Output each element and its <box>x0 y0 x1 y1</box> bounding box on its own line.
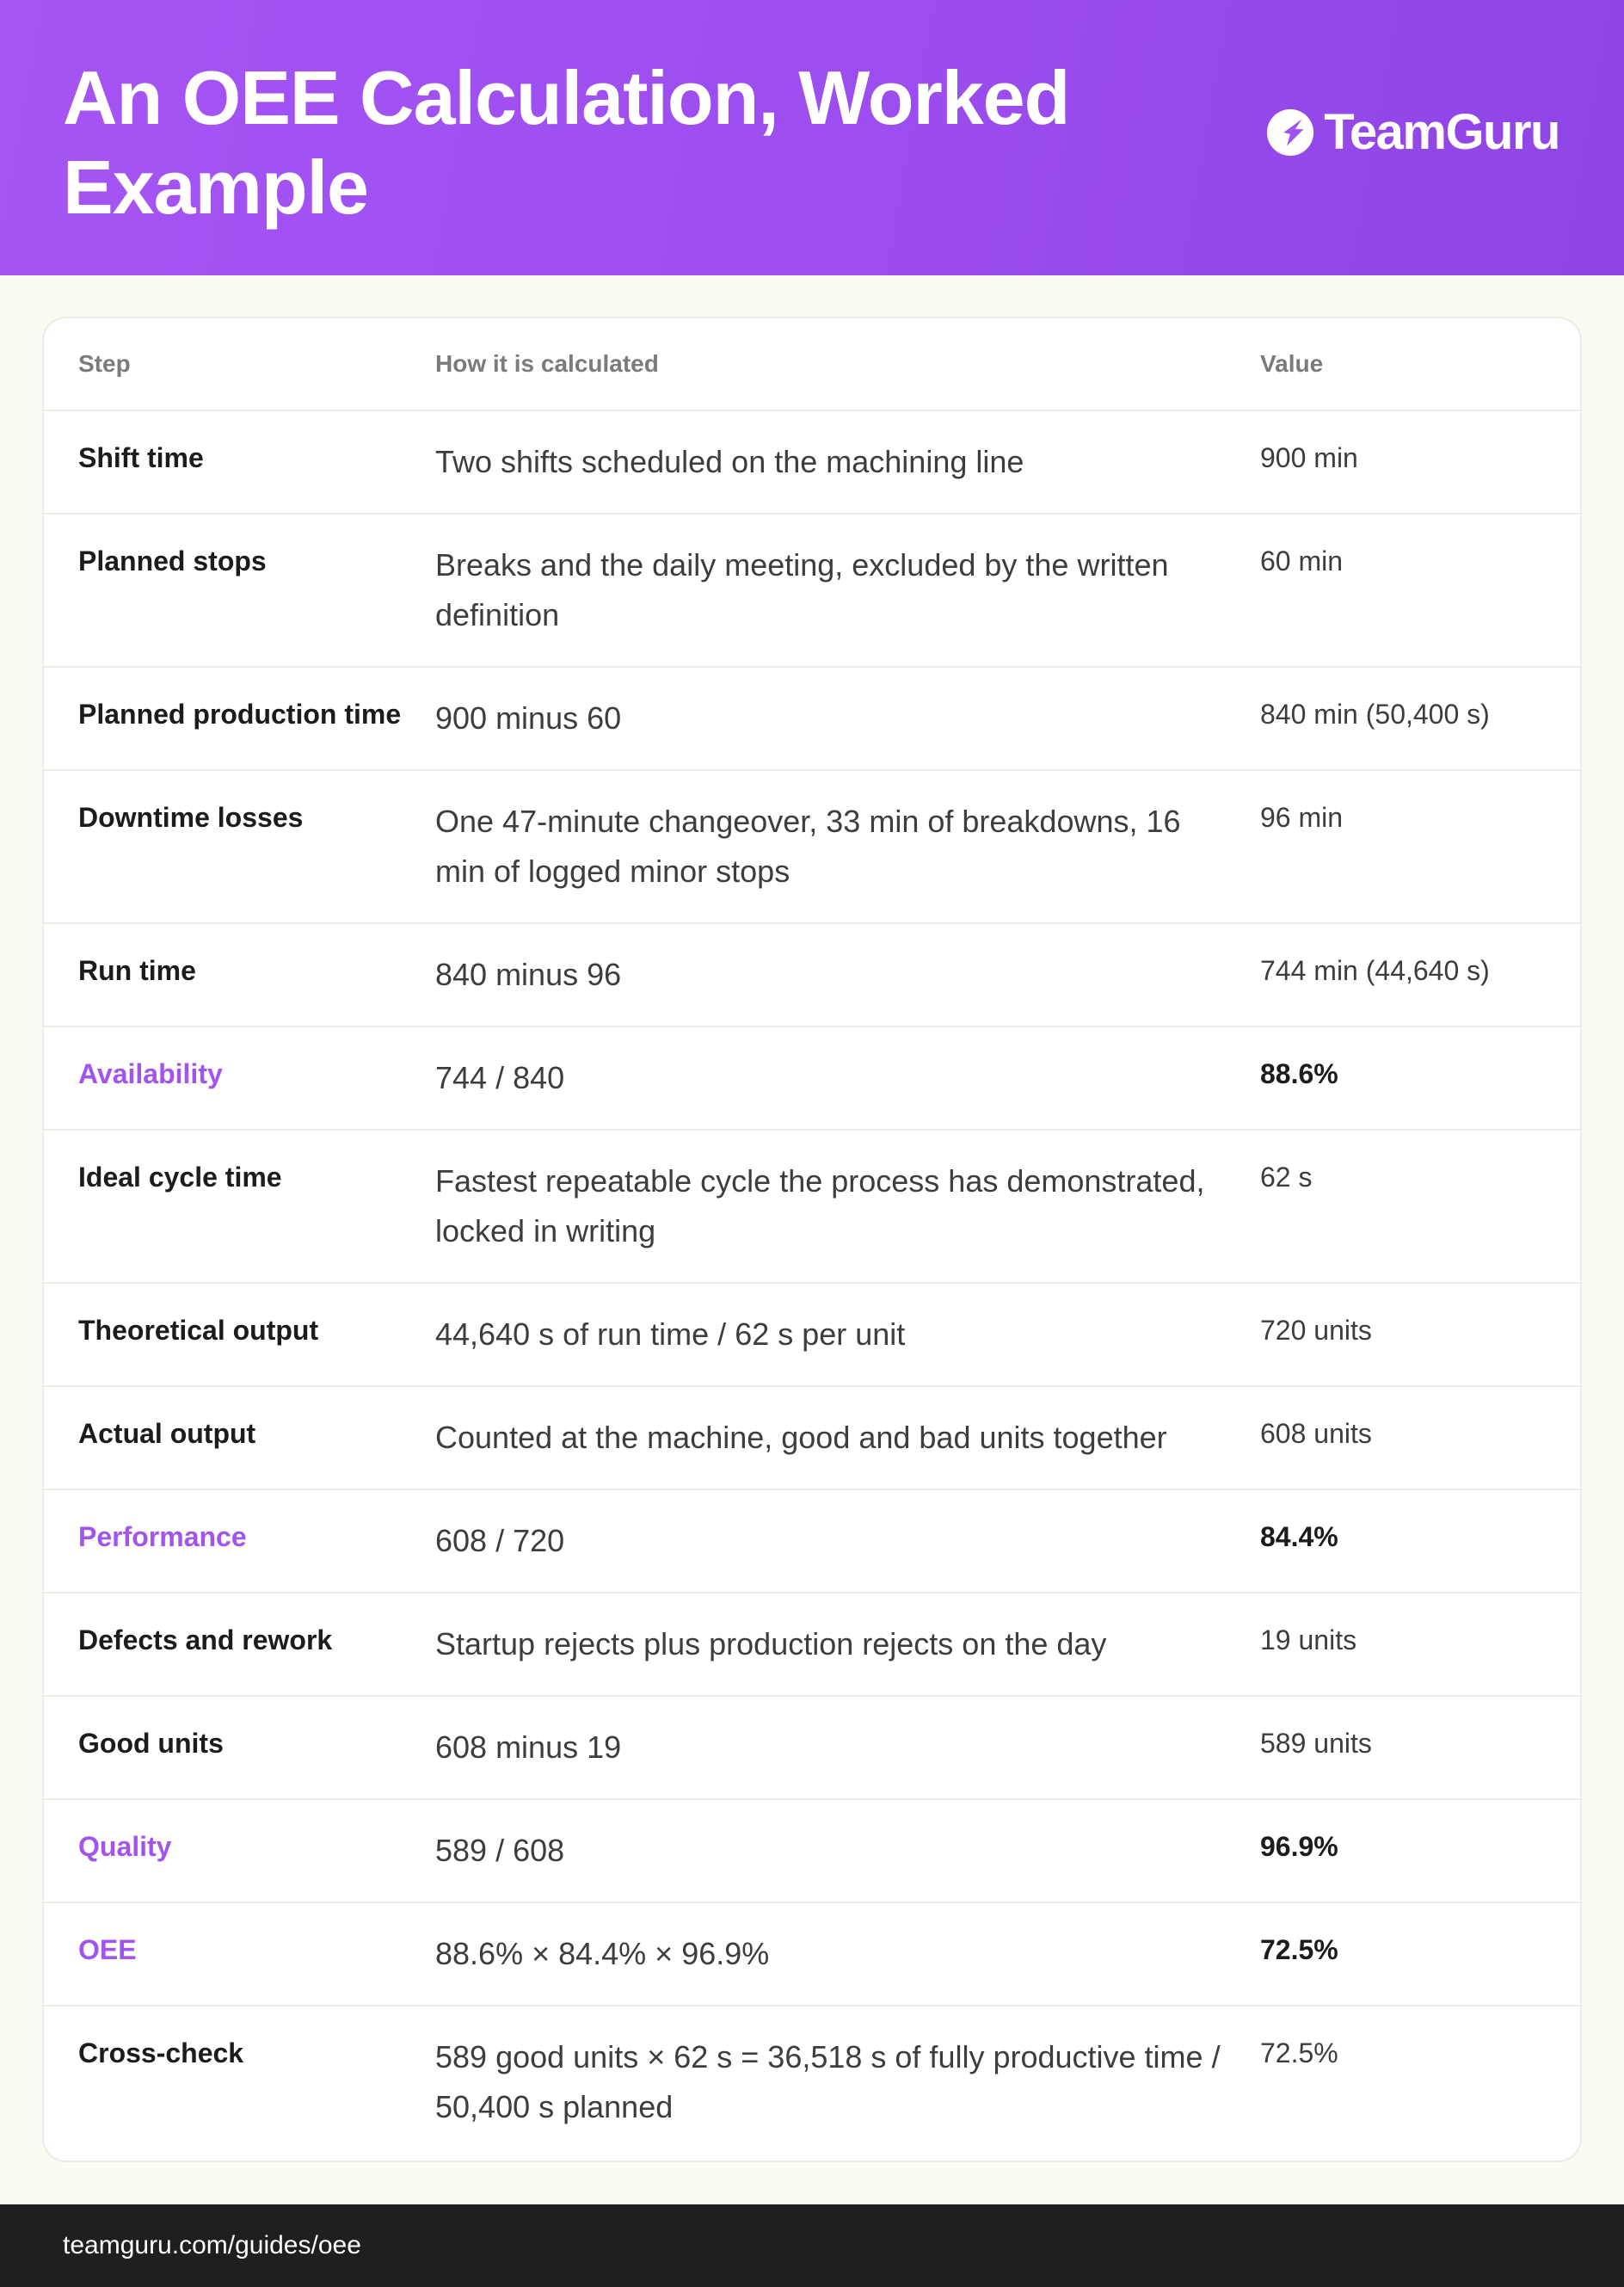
column-header-how: How it is calculated <box>435 318 1260 410</box>
step-cell: OEE <box>44 1902 435 2006</box>
calculation-cell: Counted at the machine, good and bad units together <box>435 1386 1260 1489</box>
table-row <box>44 514 1580 667</box>
value-cell: 84.4% <box>1260 1489 1580 1593</box>
calculation-cell: 900 minus 60 <box>435 667 1260 770</box>
calculation-cell: 589 / 608 <box>435 1799 1260 1902</box>
step-cell: Downtime losses <box>44 770 435 923</box>
value-cell: 60 min <box>1260 514 1580 667</box>
brand-logo <box>1265 104 1559 160</box>
calculation-cell: 744 / 840 <box>435 1026 1260 1130</box>
value-cell: 88.6% <box>1260 1026 1580 1130</box>
footer-url: teamguru.com/guides/oee <box>63 2231 361 2259</box>
step-cell: Availability <box>44 1026 435 1130</box>
value-cell: 744 min (44,640 s) <box>1260 923 1580 1026</box>
table-row <box>44 2006 1580 2158</box>
step-cell: Shift time <box>44 410 435 514</box>
calculation-cell: 608 / 720 <box>435 1489 1260 1593</box>
calculation-table-card <box>42 317 1582 2162</box>
step-cell: Good units <box>44 1696 435 1799</box>
table-row <box>44 1902 1580 2006</box>
header-banner <box>0 0 1624 275</box>
step-cell: Performance <box>44 1489 435 1593</box>
step-cell: Theoretical output <box>44 1283 435 1386</box>
table-header-row <box>44 318 1580 410</box>
step-cell: Ideal cycle time <box>44 1130 435 1283</box>
value-cell: 589 units <box>1260 1696 1580 1799</box>
page-title: An OEE Calculation, Worked Example <box>63 55 1070 230</box>
calculation-cell: Breaks and the daily meeting, excluded by the written definition <box>435 514 1260 667</box>
calculation-cell: Startup rejects plus production rejects on the day <box>435 1593 1260 1696</box>
value-cell: 19 units <box>1260 1593 1580 1696</box>
table-row <box>44 1593 1580 1696</box>
step-cell: Cross-check <box>78 2037 244 2068</box>
step-cell: Actual output <box>44 1386 435 1489</box>
table-row <box>44 1799 1580 1902</box>
table-row <box>44 1026 1580 1130</box>
value-cell: 720 units <box>1260 1283 1580 1386</box>
table-row <box>44 923 1580 1026</box>
calculation-cell: 840 minus 96 <box>435 923 1260 1026</box>
value-cell: 72.5% <box>1260 2037 1338 2068</box>
calculation-cell: 44,640 s of run time / 62 s per unit <box>435 1283 1260 1386</box>
value-cell: 72.5% <box>1260 1902 1580 2006</box>
column-header-step: Step <box>44 318 435 410</box>
table-row <box>44 1696 1580 1799</box>
table-row <box>44 770 1580 923</box>
calculation-table <box>44 318 1580 2158</box>
table-row <box>44 1386 1580 1489</box>
value-cell: 608 units <box>1260 1386 1580 1489</box>
table-row <box>44 1489 1580 1593</box>
value-cell: 96.9% <box>1260 1799 1580 1902</box>
value-cell: 62 s <box>1260 1130 1580 1283</box>
calculation-cell: Two shifts scheduled on the machining line <box>435 410 1260 514</box>
calculation-cell: Fastest repeatable cycle the process has demonstrated, locked in writing <box>435 1130 1260 1283</box>
calculation-cell: 608 minus 19 <box>435 1696 1260 1799</box>
compass-arrow-icon <box>1265 108 1315 157</box>
footer-bar <box>0 2204 1624 2287</box>
brand-name: TeamGuru <box>1324 104 1559 160</box>
step-cell: Planned stops <box>44 514 435 667</box>
step-cell: Planned production time <box>44 667 435 770</box>
step-cell: Quality <box>44 1799 435 1902</box>
calculation-cell: 589 good units × 62 s = 36,518 s of fully productive time / 50,400 s planned <box>435 2039 1221 2124</box>
value-cell: 96 min <box>1260 770 1580 923</box>
column-header-value: Value <box>1260 318 1580 410</box>
table-row <box>44 667 1580 770</box>
step-cell: Defects and rework <box>44 1593 435 1696</box>
table-row <box>44 410 1580 514</box>
value-cell: 900 min <box>1260 410 1580 514</box>
calculation-cell: 88.6% × 84.4% × 96.9% <box>435 1902 1260 2006</box>
table-row <box>44 1130 1580 1283</box>
value-cell: 840 min (50,400 s) <box>1260 667 1580 770</box>
calculation-cell: One 47-minute changeover, 33 min of breakdowns, 16 min of logged minor stops <box>435 770 1260 923</box>
table-row <box>44 1283 1580 1386</box>
step-cell: Run time <box>44 923 435 1026</box>
